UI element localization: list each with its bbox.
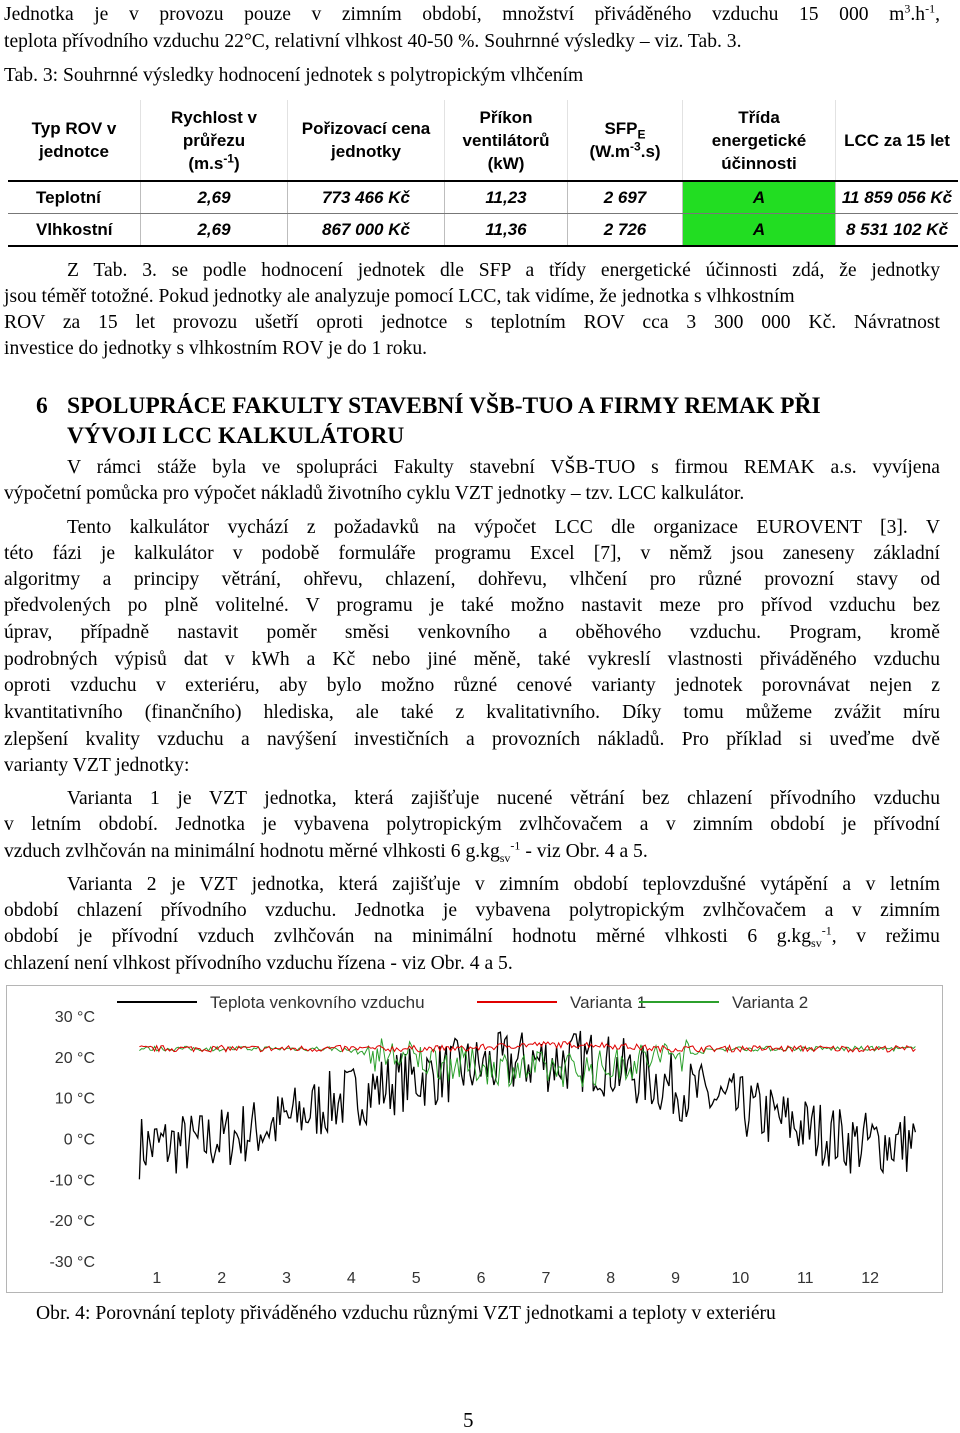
table-header-cell: $SFP_E$ $(W.m^{-3}.s)$ [568, 100, 683, 181]
paragraph-line: období je přívodní vzduch zvlhčován na minimální hodnotu měrné vlhkosti 6 $g.kg_{sv}^{-1}$, v režimu [4, 923, 940, 950]
y-axis-ticks [49, 1009, 95, 1271]
paragraph-line: varianty VZT jednotky: [4, 755, 190, 776]
table-cell: 8 531 102 Kč [836, 214, 959, 247]
page-number: 5 [463, 1408, 474, 1432]
table-cell: 11,23 [445, 181, 568, 214]
intro-line-2: teplota přívodního vzduchu 22°C, relativní vlhkost 40-50 %. Souhrnné výsledky – viz. Tab. 3. [4, 31, 742, 52]
energy-class-cell: A [683, 181, 836, 214]
x-tick-label: 2 [217, 1270, 227, 1287]
paragraph-line: Varianta 2 je VZT jednotka, která zajišťuje v zimním období teplovzdušné vytápění a v letním [67, 874, 940, 895]
table-row [8, 181, 958, 214]
paragraph-line: předvolených po plně volitelné. V programu je také možno nastavit meze pro přívod vzduchu bez [4, 595, 940, 616]
x-tick-label: 9 [671, 1270, 681, 1287]
x-tick-label: 5 [411, 1270, 421, 1287]
paragraph-line: V rámci stáže byla ve spolupráci Fakulty stavební VŠB-TUO s firmou REMAK a.s. vyvíjena [67, 457, 940, 478]
chart-legend [117, 993, 808, 1012]
paragraph-line: výpočetní pomůcka pro výpočet nákladů životního cyklu VZT jednotky – tzv. LCC kalkulátor. [4, 483, 745, 504]
paragraph-line: Tento kalkulátor vychází z požadavků na výpočet LCC dle organizace EUROVENT [3]. V [67, 517, 940, 538]
series-outdoor-line [139, 1031, 915, 1179]
x-tick-label: 10 [731, 1270, 750, 1287]
paragraph-line: Varianta 1 je VZT jednotka, která zajišťuje nucené větrání bez chlazení přívodního vzduchu [67, 788, 940, 809]
table-cell: 2 726 [568, 214, 683, 247]
x-axis-ticks [152, 1270, 879, 1287]
table-header-row [8, 100, 958, 181]
x-tick-label: 3 [282, 1270, 291, 1287]
paragraph-line: v letním období. Jednotka je vybavena polytropickým zvlhčovačem a v zimním období je přívodní [4, 814, 940, 835]
table-cell: Vlhkostní [8, 214, 141, 247]
results-table [8, 100, 958, 247]
table-cell: Teplotní [8, 181, 141, 214]
paragraph-line: podrobných výpisů dat v kWh a Kč nebo jiné měně, také vykreslí vlastnosti přiváděného vzduchu [4, 649, 940, 670]
y-tick-label: 20 °C [54, 1049, 95, 1067]
table-header-cell: Příkon ventilátorů (kW) [445, 100, 568, 181]
paragraph-line: jsou téměř totožné. Pokud jednotky ale analyzuje pomocí LCC, tak vidíme, že jednotka s vlhkostním [4, 286, 795, 307]
paragraph-line: investice do jednotky s vlhkostním ROV je do 1 roku. [4, 338, 428, 359]
legend-label: Varianta 1 [570, 993, 647, 1012]
paragraph-line: oproti vzduchu v exteriéru, aby bylo možno různé cenové varianty jednotek porovnávat nejen z [4, 675, 940, 696]
temperature-chart [6, 985, 943, 1293]
chart-series [139, 1031, 915, 1179]
table-cell: 2,69 [141, 214, 288, 247]
x-tick-label: 7 [541, 1270, 551, 1287]
legend-label: Varianta 2 [732, 993, 809, 1012]
table-cell: 11 859 056 Kč [836, 181, 959, 214]
table-header-cell: Třída energetické účinnosti [683, 100, 836, 181]
table-header-cell: Pořizovací cena jednotky [288, 100, 445, 181]
y-tick-label: 0 °C [63, 1131, 95, 1149]
x-tick-label: 6 [476, 1270, 486, 1287]
section-title-line-2: VÝVOJI LCC KALKULÁTORU [67, 423, 405, 449]
energy-class-cell: A [683, 214, 836, 247]
x-tick-label: 11 [796, 1270, 814, 1287]
table-header-cell: Typ ROV v jednotce [8, 100, 141, 181]
y-tick-label: -10 °C [49, 1172, 95, 1190]
paragraph-line: období chlazení přívodního vzduchu. Jednotka je vybavena polytropickým zvlhčovačem a v zimním [4, 900, 940, 921]
paragraph-line: ROV za 15 let provozu ušetří oproti jednotce s teplotním ROV cca 3 300 000 Kč. Návratnost [4, 312, 940, 333]
section-title-line-1: SPOLUPRÁCE FAKULTY STAVEBNÍ VŠB-TUO A FIRMY REMAK PŘI [67, 393, 821, 419]
paragraph-line: této fázi je kalkulátor v podobě formuláře programu Excel [7], v němž jsou zaneseny základní [4, 543, 940, 564]
y-tick-label: 30 °C [54, 1009, 95, 1026]
table-header-cell: Rychlost v průřezu $(m.s^{-1})$ [141, 100, 288, 181]
paragraph-line: úprav, případně nastavit poměr směsi venkovního a oběhového vzduchu. Program, kromě [4, 622, 940, 643]
x-tick-label: 8 [606, 1270, 616, 1287]
table-cell: 11,36 [445, 214, 568, 247]
intro-line-1: Jednotka je v provozu pouze v zimním období, množství přiváděného vzduchu 15 000 $m^3.h^{-1}$, [4, 1, 940, 25]
table-caption: Tab. 3: Souhrnné výsledky hodnocení jednotek s polytropickým vlhčením [4, 65, 584, 86]
legend-label: Teplota venkovního vzduchu [210, 993, 425, 1012]
paragraph-line: Z Tab. 3. se podle hodnocení jednotek dle SFP a třídy energetické účinnosti zdá, že jednotky [67, 260, 940, 281]
paragraph-line: kvantitativního (finančního) hlediska, ale také z kvalitativního. Díky tomu můžeme zvážit míru [4, 702, 940, 723]
table-cell: 2 697 [568, 181, 683, 214]
y-tick-label: 10 °C [54, 1090, 95, 1108]
paragraph-line: vzduch zvlhčován na minimální hodnotu měrné vlhkosti 6 $g.kg_{sv}^{-1}$ - viz Obr. 4 a 5. [4, 838, 648, 865]
x-tick-label: 4 [346, 1270, 356, 1287]
x-tick-label: 12 [861, 1270, 880, 1287]
y-tick-label: -20 °C [49, 1213, 95, 1231]
table-cell: 2,69 [141, 181, 288, 214]
table-cell: 773 466 Kč [288, 181, 445, 214]
series-variant-1-line [139, 1042, 915, 1052]
table-row [8, 214, 958, 247]
y-tick-label: -30 °C [49, 1254, 95, 1271]
table-cell: 867 000 Kč [288, 214, 445, 247]
paragraph-line: zlepšení kvality vzduchu a navýšení investičních a provozních nákladů. Pro příklad si uveďme dvě [4, 729, 940, 750]
paragraph-line: chlazení není vlhkost přívodního vzduchu řízena - viz Obr. 4 a 5. [4, 953, 513, 974]
table-header-cell: LCC za 15 let [836, 100, 959, 181]
figure-caption: Obr. 4: Porovnání teploty přiváděného vzduchu různými VZT jednotkami a teploty v exteriéru [36, 1303, 776, 1324]
x-tick-label: 1 [152, 1270, 162, 1287]
paragraph-line: algoritmy a principy větrání, ohřevu, chlazení, dohřevu, vlhčení pro různé provozní stavy od [4, 569, 940, 590]
section-number: 6 [36, 393, 48, 419]
